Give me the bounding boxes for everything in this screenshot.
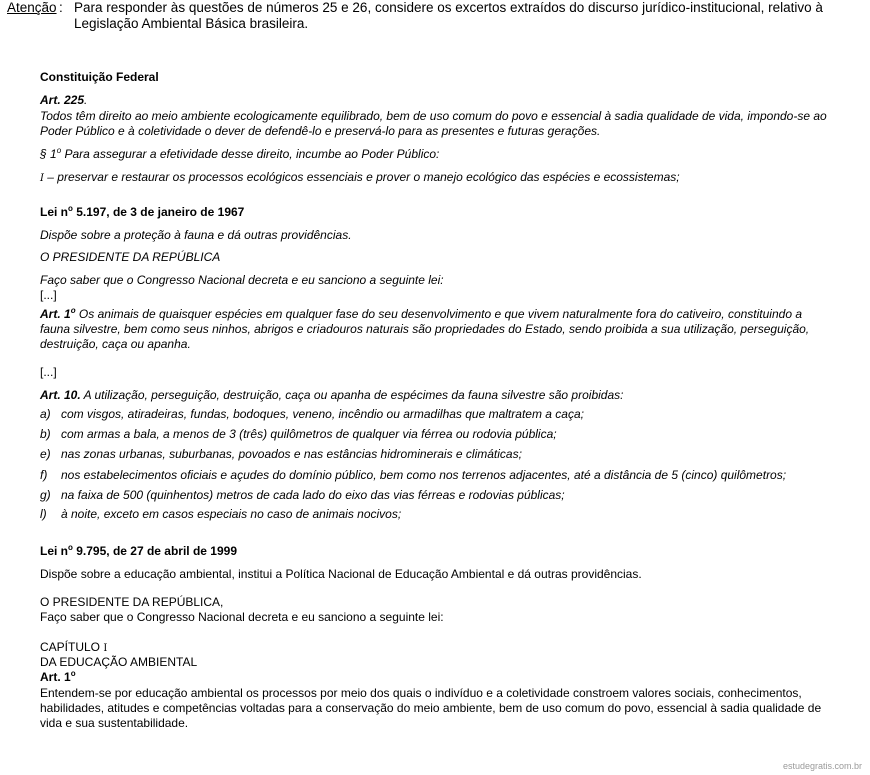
item-letter: b)	[40, 427, 51, 441]
lei5197-art10	[40, 388, 623, 403]
lei5197-title-post: 5.197, de 3 de janeiro de 1967	[72, 205, 245, 219]
lei5197-art1-sup: o	[70, 306, 76, 315]
lei9795-presidente: O PRESIDENTE DA REPÚBLICA,	[40, 595, 224, 609]
item-text: com armas a bala, a menos de 3 (três) quilômetros de qualquer via férrea ou rodovia pública;	[61, 427, 557, 441]
cf-paragraph-1	[40, 147, 439, 162]
lei9795-art1-sup: o	[70, 669, 76, 678]
item-letter: a)	[40, 407, 51, 421]
lei5197-art1	[40, 307, 835, 352]
item-letter: f)	[40, 468, 48, 482]
item-letter: l)	[40, 507, 47, 521]
item-letter: e)	[40, 447, 51, 461]
capitulo-label: CAPÍTULO	[40, 640, 104, 654]
cf-par-sup: o	[56, 146, 62, 155]
lei5197-item	[40, 427, 557, 442]
lei9795-ementa: Dispõe sobre a educação ambiental, institui a Política Nacional de Educação Ambiental e dá outras providências.	[40, 567, 642, 581]
lei9795-art1-heading	[40, 670, 76, 685]
lei5197-ellipsis-2: [...]	[40, 365, 57, 379]
lei5197-art1-text: Os animais de quaisquer espécies em qualquer fase do seu desenvolvimento e que vivem naturalmente fora do cativeiro, constituindo a fauna silvestre, bem como seus ninhos, abrigos e criadouros naturais são propriedades do Estado, sendo proibida a sua utilização, perseguição, destruição, caça ou apanha.	[40, 307, 810, 351]
attention-colon: :	[59, 0, 63, 15]
attention-label: Atenção	[7, 0, 57, 15]
cf-par-prefix: § 1	[40, 147, 57, 161]
cf-inc-text: – preservar e restaurar os processos ecológicos essenciais e prover o manejo ecológico das espécies e ecossistemas;	[43, 170, 680, 184]
capitulo-roman: I	[103, 643, 108, 654]
lei9795-capitulo	[40, 640, 107, 656]
item-text: com visgos, atiradeiras, fundas, bodoques, veneno, incêndio ou armadilhas que maltratem a caça;	[61, 407, 584, 421]
cf-inc-roman: I	[40, 173, 44, 184]
lei9795-art1-text: Entendem-se por educação ambiental os processos por meio dos quais o indivíduo e a coletividade constroem valores sociais, conhecimentos, habilidades, atitudes e competências voltadas para a conservação do meio ambiente, bem de uso comum do povo, essencial à sadia qualidade de vida e sua sustentabilidade.	[40, 686, 822, 730]
lei5197-art1-label: Art. 1	[40, 307, 71, 321]
lei5197-item	[40, 407, 584, 422]
item-text: à noite, exceto em casos especiais no caso de animais nocivos;	[61, 507, 402, 521]
cf-par-text: Para assegurar a efetividade desse direito, incumbe ao Poder Público:	[61, 147, 440, 161]
lei9795-title-post: 9.795, de 27 de abril de 1999	[72, 544, 238, 558]
lei5197-faco: Faço saber que o Congresso Nacional decreta e eu sanciono a seguinte lei:	[40, 273, 444, 287]
lei5197-item	[40, 468, 786, 483]
item-text: nas zonas urbanas, suburbanas, povoados e nas estâncias hidrominerais e climáticas;	[61, 447, 522, 461]
item-text: na faixa de 500 (quinhentos) metros de cada lado do eixo das vias férreas e rodovias públicas;	[61, 488, 565, 502]
lei5197-art10-label: Art. 10.	[40, 388, 81, 402]
lei5197-art10-text: A utilização, perseguição, destruição, caça ou apanha de espécimes da fauna silvestre são proibidas:	[80, 388, 624, 402]
cf-title: Constituição Federal	[40, 70, 159, 84]
item-letter: g)	[40, 488, 51, 502]
cf-art-dot: .	[84, 93, 88, 107]
lei5197-item	[40, 488, 565, 503]
attention-text: Para responder às questões de números 25 e 26, considere os excertos extraídos do discurso jurídico-institucional, relativo à Legislação Ambiental Básica brasileira.	[74, 0, 823, 31]
lei9795-title	[40, 544, 237, 559]
cf-art-225	[40, 93, 87, 108]
item-text: nos estabelecimentos oficiais e açudes do domínio público, bem como nos terrenos adjacentes, até a distância de 5 (cinco) quilômetros;	[61, 468, 787, 482]
lei5197-title-pre: Lei n	[40, 205, 69, 219]
lei5197-ementa: Dispõe sobre a proteção à fauna e dá outras providências.	[40, 228, 352, 242]
lei5197-title-sup: o	[68, 204, 73, 213]
lei9795-title-pre: Lei n	[40, 544, 69, 558]
lei5197-item	[40, 507, 401, 522]
lei5197-presidente: O PRESIDENTE DA REPÚBLICA	[40, 250, 221, 264]
lei9795-faco: Faço saber que o Congresso Nacional decreta e eu sanciono a seguinte lei:	[40, 610, 444, 624]
lei5197-ellipsis-1: [...]	[40, 288, 57, 302]
cf-art-text: Todos têm direito ao meio ambiente ecologicamente equilibrado, bem de uso comum do povo e essencial à sadia qualidade de vida, impondo-se ao Poder Público e à coletividade o dever de defendê-lo e preservá-lo para as presentes e futuras gerações.	[40, 109, 827, 138]
cf-inciso-1	[40, 170, 680, 186]
site-watermark: estudegratis.com.br	[782, 761, 862, 771]
lei5197-title	[40, 205, 244, 220]
lei9795-art1-label: Art. 1	[40, 670, 71, 684]
lei9795-title-sup: o	[68, 543, 73, 552]
lei5197-item	[40, 447, 522, 462]
cf-art-label: Art. 225	[40, 93, 85, 107]
lei9795-capitulo-title: DA EDUCAÇÃO AMBIENTAL	[40, 655, 198, 669]
